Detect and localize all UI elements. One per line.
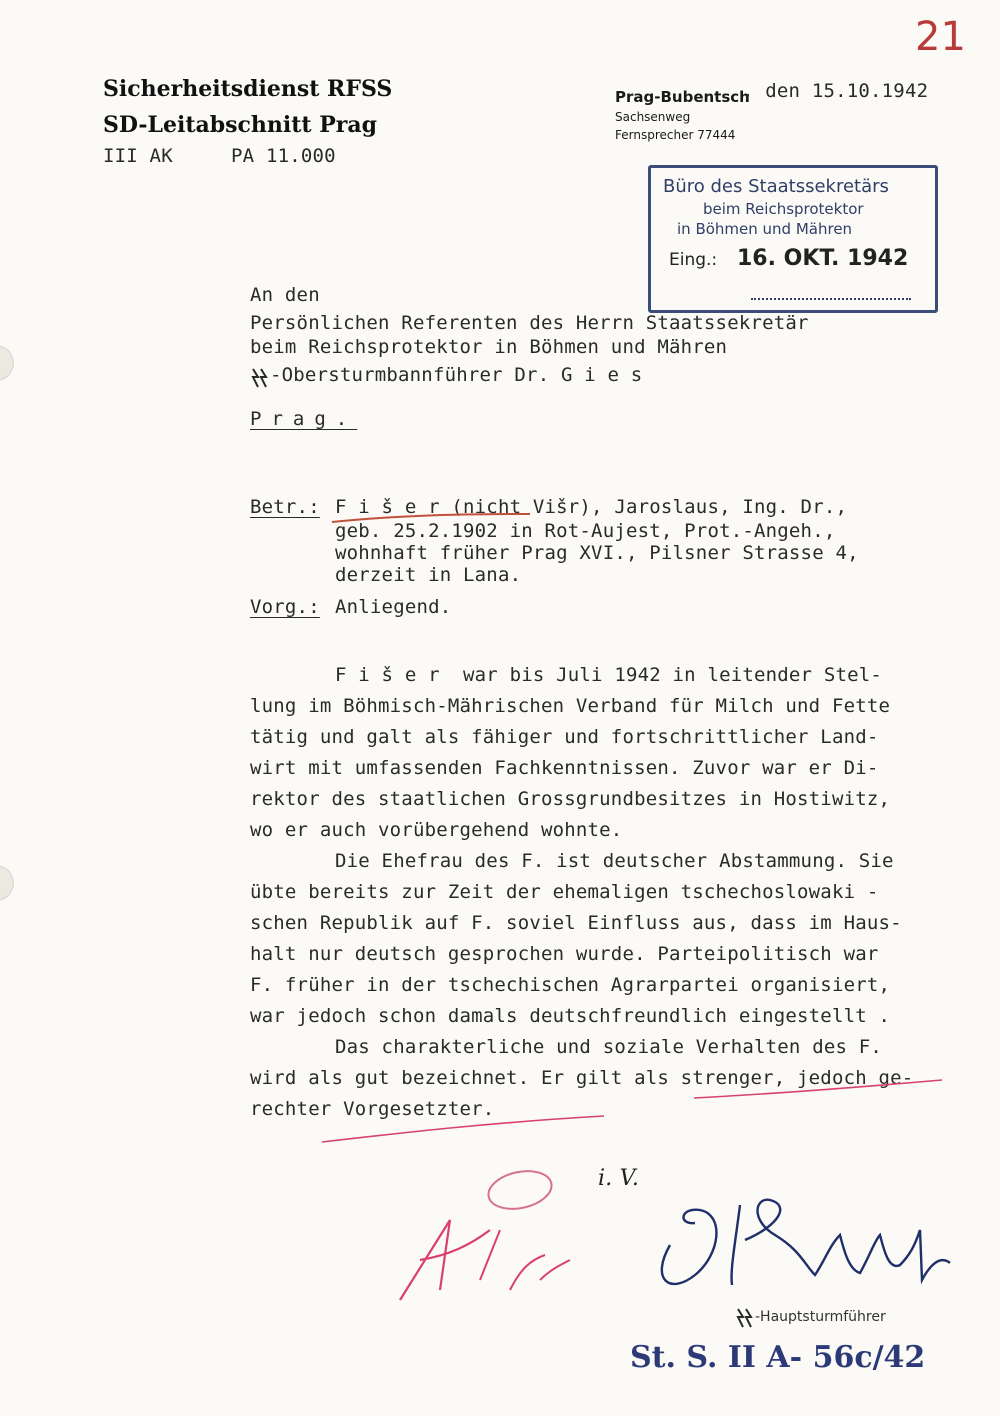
subject-line-3: wohnhaft früher Prag XVI., Pilsner Strasse 4, xyxy=(335,542,859,564)
org-line-2: SD-Leitabschnitt Prag xyxy=(103,112,378,138)
body-p2-line-4: halt nur deutsch gesprochen wurde. Parteipolitisch war xyxy=(250,943,879,965)
reference-number: III AK PA 11.000 xyxy=(103,145,336,167)
place-name: Prag-Bubentsch xyxy=(615,88,750,106)
body-p2-line-2: übte bereits zur Zeit der ehemaligen tschechoslowaki - xyxy=(250,881,879,903)
body-p1-line-4: wirt mit umfassenden Fachkenntnissen. Zuvor war er Di- xyxy=(250,757,879,779)
street-name: Sachsenweg xyxy=(615,110,691,124)
recipient-line-2: Persönlichen Referenten des Herrn Staatssekretär xyxy=(250,312,809,334)
stamp-line-3: in Böhmen und Mähren xyxy=(677,220,853,238)
recipient-line-1: An den xyxy=(250,284,320,306)
subject-line-1: F i š e r (nicht Višr), Jaroslaus, Ing. Dr., xyxy=(335,496,848,518)
body-p3-line-2: wird als gut bezeichnet. Er gilt als strenger, jedoch ge- xyxy=(250,1067,914,1089)
subject-label: Betr.: xyxy=(250,496,320,518)
file-note-stamp: St. S. II A- 56c/42 xyxy=(630,1340,926,1375)
body-p2-line-6: war jedoch schon damals deutschfreundlich eingestellt . xyxy=(250,1005,891,1027)
pencil-underline-name xyxy=(330,508,550,538)
subject-line-2: geb. 25.2.1902 in Rot-Aujest, Prot.-Angeh., xyxy=(335,520,836,542)
body-p2-line-3: schen Republik auf F. soviel Einfluss aus, dass im Haus- xyxy=(250,912,902,934)
phone-number: Fernsprecher 77444 xyxy=(615,128,736,142)
body-p3-line-1: Das charakterliche und soziale Verhalten des F. xyxy=(335,1036,883,1058)
body-p2-line-5: F. früher in der tschechischen Agrarpartei organisiert, xyxy=(250,974,891,996)
page-number: 21 xyxy=(915,14,966,60)
body-p1-line-1: F i š e r war bis Juli 1942 in leitender Stel- xyxy=(335,664,883,686)
pencil-mark-right xyxy=(690,1076,950,1106)
previous-label: Vorg.: xyxy=(250,596,320,618)
received-stamp xyxy=(648,165,938,313)
stamp-dotted-line xyxy=(751,298,911,300)
previous-text: Anliegend. xyxy=(335,596,452,618)
handwritten-signature xyxy=(640,1185,980,1305)
pencil-mark-left xyxy=(318,1110,608,1150)
punch-hole-bottom xyxy=(0,865,14,901)
stamp-line-2: beim Reichsprotektor xyxy=(703,200,864,218)
stamp-line-1: Büro des Staatssekretärs xyxy=(663,176,889,197)
body-p1-line-3: tätig und galt als fähiger und fortschrittlicher Land- xyxy=(250,726,879,748)
stamp-received-date: 16. OKT. 1942 xyxy=(737,246,909,271)
pink-handwritten-note xyxy=(380,1160,580,1320)
signature-rank: -Hauptsturmführer xyxy=(755,1309,886,1325)
body-p1-line-2: lung im Böhmisch-Mährischen Verband für Milch und Fette xyxy=(250,695,891,717)
recipient-line-3: beim Reichsprotektor in Böhmen und Mähren xyxy=(250,336,728,358)
body-p1-line-5: rektor des staatlichen Grossgrundbesitzes in Hostiwitz, xyxy=(250,788,891,810)
ss-runes-icon xyxy=(250,367,270,389)
recipient-city: Prag. xyxy=(250,408,358,430)
subject-line-4: derzeit in Lana. xyxy=(335,564,522,586)
body-p2-line-1: Die Ehefrau des F. ist deutscher Abstammung. Sie xyxy=(335,850,894,872)
body-p3-line-3: rechter Vorgesetzter. xyxy=(250,1098,495,1120)
ss-runes-icon-signature xyxy=(735,1307,755,1329)
body-p1-line-6: wo er auch vorübergehend wohnte. xyxy=(250,819,623,841)
stamp-received-label: Eing.: xyxy=(669,250,718,270)
org-line-1: Sicherheitsdienst RFSS xyxy=(103,76,393,102)
punch-hole-top xyxy=(0,345,14,381)
signature-iv: i. V. xyxy=(598,1166,640,1191)
letter-date: , den 15.10.1942 xyxy=(742,80,929,102)
recipient-line-4: -Obersturmbannführer Dr. G i e s xyxy=(270,364,643,386)
